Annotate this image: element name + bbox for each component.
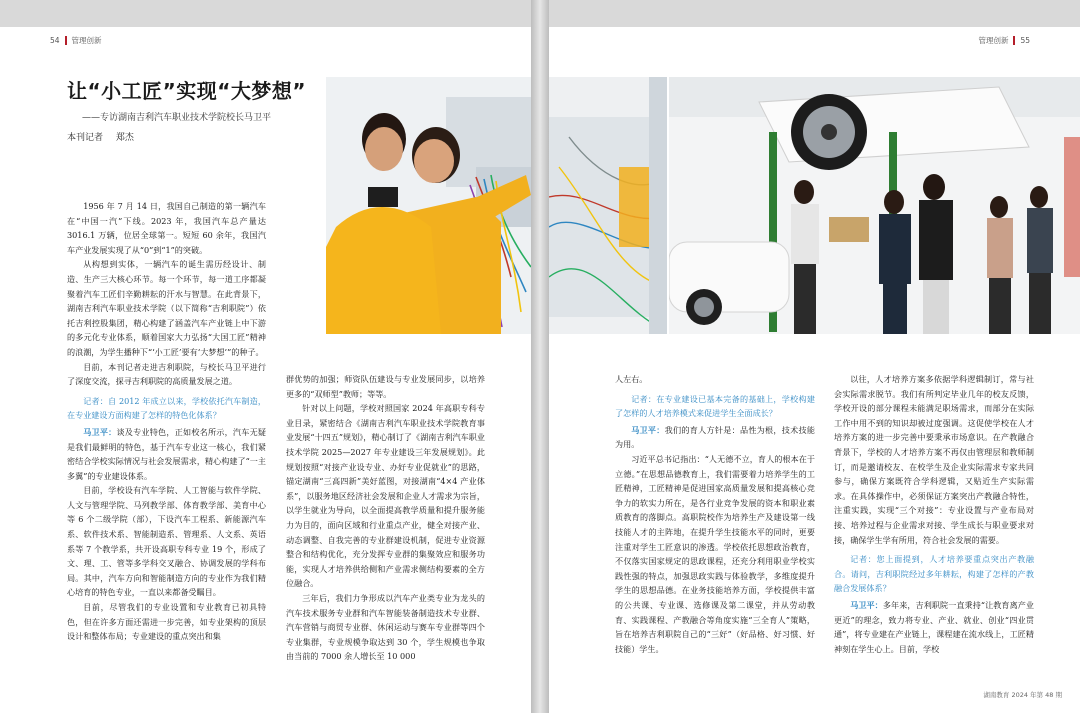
col3-paragraph-3: 习近平总书记指出：“人无德不立，育人的根本在于立德。”在思想品德教育上，我们需要着力培养学生的工匠精神，工匠精神是促进国家高质量发展和提高核心竞争力的软实力所在，是各行业竞争发展的资本和职业素质教育的落脚点。高职院校作为培养生产及建设第一线技能人才的主阵地，在提升学生技能水平的同时，更要注重对学生工匠意识的渗透。学校依托思想政治教育，不仅落实国家规定的思政课程，还充分利用职业学校实践性强的特点，加强思政实践与体验教学，多维度提升学生的思想品德。在业务技能培养方面，学校提供丰富的公共课、专业课、选修课及第二课堂，并从劳动教育、实践课程、产教融合等角度实施“三全育人”策略，旨在培养吉利职院自己的“三好”（好品格、好习惯、好技能）学生。: [615, 453, 815, 654]
answer-1: [67, 425, 266, 483]
page-number-right: 55: [1020, 36, 1030, 45]
column-2: [286, 372, 485, 692]
answer-2: [615, 423, 815, 452]
answer-3-text: 多年来，吉利职院一直秉持“让教育离产业更近”的理念，致力将专业、产业、就业、创业“四业贯通”，将专业建在产业链上，课程建在流水线上，工匠精神刻在学生心上。目前，学校: [834, 599, 1034, 654]
intro-paragraph-3: 目前，本刊记者走进吉利职院，与校长马卫平进行了深度交流，探寻吉利职院的高质量发展之道。: [67, 361, 266, 387]
page-gutter: [531, 0, 549, 713]
page-footer: 湖南教育 2024 年第 48 期: [983, 691, 1062, 699]
byline-role: 本刊记者: [67, 133, 104, 143]
answer-3: [834, 598, 1034, 656]
article-title: 让“小工匠”实现“大梦想”: [67, 79, 307, 103]
wiring-board-photo: [549, 77, 667, 334]
column-1: [67, 199, 266, 691]
col2-paragraph-2: 针对以上问题，学校对照国家 2024 年高职专科专业目录，紧密结合《湖南吉利汽车职业技术学院教育事业发展“十四五”规划》，精心制订了《湖南吉利汽车职业技术学院 2025—2027 年专业建设三年发展规划》。此规划按照“对接产业设专业、办好专业促就业”的思路，锚定湖南“三高四新”美好蓝图，对接湖南“4×4 产业体系”，以服务地区经济社会发展和企业人才需求为宗旨，以学生就业为导向，以全面提高教学质量和提升服务能力为目的，面向区域和行业重点产业，健全对接产业、动态调整、自我完善的专业群建设机制，促进专业资源整合和结构优化，充分发挥专业群的集聚效应和服务功能，实现人才培养供给侧和产业需求侧结构要素的全方位融合。: [286, 403, 485, 589]
section-name-left: 管理创新: [71, 36, 102, 45]
header-divider: [1013, 36, 1015, 45]
intro-paragraph-2: 从构想到实体，一辆汽车的诞生需历经设计、制造、生产三大核心环节。每一个环节，每一道工序都凝聚着汽车工匠们辛勤耕耘的汗水与智慧。在此背景下，湖南吉利汽车职业技术学院（以下简称“吉利职院”）依托吉利控股集团，精心构建了涵盖汽车产业链上中下游的多元化专业体系，顺着国家大力弘扬“大国工匠”精神的浪潮，为学生播种下“‘小工匠’要有‘大梦想’”的种子。: [67, 259, 266, 357]
answer-2-text: 我们的育人方针是：品性为根，技术技能为用。: [615, 424, 815, 450]
answer-speaker: 马卫平：: [850, 599, 883, 610]
column-4: [834, 372, 1034, 677]
col2-paragraph-1: 群优势的加强；师资队伍建设与专业发展同步，以培养更多的“双师型”教师；等等。: [286, 374, 485, 399]
question-3: 记者：您上面提到，人才培养要重点突出产教融合。请问，吉利职院经过多年耕耘，构建了怎样的产教融合发展体系？: [834, 554, 1034, 594]
car-lift-illustration: [669, 77, 1080, 334]
right-page: [549, 27, 1080, 713]
article-subtitle: ——专访湖南吉利汽车职业技术学院校长马卫平: [82, 113, 272, 123]
header-divider: [65, 36, 67, 45]
section-name-right: 管理创新: [978, 36, 1009, 45]
byline-name: 郑杰: [115, 133, 134, 143]
student-wiring-photo: [326, 77, 531, 334]
page-number-left: 54: [50, 36, 60, 45]
right-running-header: [978, 35, 1030, 46]
car-lift-workshop-photo: [669, 77, 1080, 334]
wiring-board-illustration: [549, 77, 667, 334]
col2-paragraph-3: 三年后，我们力争形成以汽车产业类专业为龙头的汽车技术服务专业群和汽车智能装备制造技术专业群、汽车营销与商贸专业群、休闲运动与赛车专业群等四个专业集群，专业规模争取达到 30 个，学生规模也争取由当前的 7000 余人增长至 10 000: [286, 592, 485, 662]
col4-paragraph-1: 以往，人才培养方案多依据学科逻辑制订，常与社会实际需求脱节。我们有所判定毕业几年的校友反馈，学校开设的部分课程未能满足职场需求，而部分在实际工作中用不到的知识却被过度强调。这促使学校在人才培养方案的进一步完善中要秉承市场意识。在产教融合背景下，学校的人才培养方案不再仅由管理层和教师制订，而是邀请校友、在校学生及企业实际需求专家共同参与，确保方案既符合学科逻辑，又贴近生产实际需求。在具体操作中，必须保证方案突出产教融合特性，注重实践，实现“三个对接”：专业设置与产业布局对接、培养过程与企业需求对接、学生成长与职业要求对接，确保学生学有所用，符合社会发展的需要。: [834, 374, 1034, 545]
answer-speaker: 马卫平：: [631, 424, 665, 435]
question-2: 记者：在专业建设已基本完备的基础上，学校构建了怎样的人才培养模式来促进学生全面成长？: [615, 393, 815, 419]
col3-paragraph-1: 人左右。: [615, 374, 648, 384]
byline: [67, 130, 134, 143]
left-running-header: [50, 35, 102, 46]
col1-paragraph-5: 目前，尽管我们的专业设置和专业教育已初具特色，但在许多方面还需进一步完善，如专业架构的顶层设计和整体布局；专业建设的重点突出和集: [67, 602, 266, 642]
col1-paragraph-4: 目前，学校设有汽车学院、人工智能与软件学院、人文与管理学院、马列教学部、体育教学部、美育中心等 6 个二级学院（部），下设汽车工程系、新能源汽车系、软件技术系、智能制造系、管理系、人文系、英语系等 7 个教学系，共开设高职专科专业 19 个，形成了文、理、工、管等多学科交叉融合、协调发展的学科布局。其中，汽车方向和智能制造方向的专业作为我们精心培育的特色专业，一直以来都备受瞩目。: [67, 485, 266, 598]
question-1: 记者：自 2012 年成立以来，学校依托汽车制造，在专业建设方面构建了怎样的特色化体系？: [67, 395, 266, 421]
left-page: [0, 27, 531, 713]
answer-speaker: 马卫平：: [83, 426, 117, 437]
column-3: [615, 372, 815, 692]
answer-1-text: 谈及专业特色，正如校名所示，汽车无疑是我们最鲜明的特色，基于汽车专业这一核心，我们紧密结合学校实际情况与社会发展需求，精心构建了“一主多翼”的专业建设体系。: [67, 426, 266, 481]
intro-paragraph-1: 1956 年 7 月 14 日，我国自己制造的第一辆汽车在“中国一汽”下线。2023 年，我国汽车总产量达 3016.1 万辆，位居全球第一。短短 60 余年，我国汽车产业发展实现了从“0”到“1”的突破。: [67, 201, 266, 255]
student-wiring-illustration: [326, 77, 531, 334]
